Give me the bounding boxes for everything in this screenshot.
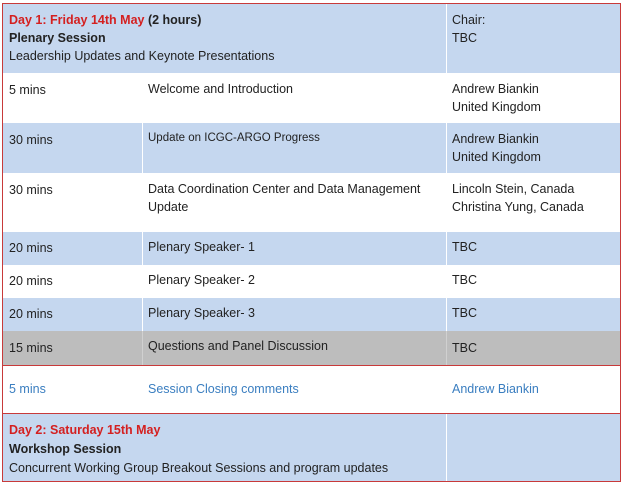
row-topic: Questions and Panel Discussion xyxy=(148,339,328,353)
chair-label: Chair: xyxy=(452,13,486,27)
row-speaker-country: United Kingdom xyxy=(452,150,541,164)
agenda-table xyxy=(2,3,621,482)
table-row xyxy=(3,265,620,298)
row-topic: Session Closing comments xyxy=(148,382,299,396)
table-row xyxy=(3,366,620,413)
row-speaker: TBC xyxy=(452,273,477,287)
row-topic: Update on ICGC-ARGO Progress xyxy=(148,132,320,144)
row-time: 20 mins xyxy=(9,307,53,321)
day1-duration: (2 hours) xyxy=(144,13,202,27)
row-speaker-second: Christina Yung, Canada xyxy=(452,200,584,214)
day1-title xyxy=(9,11,439,29)
row-topic-line1: Data Coordination Center and Data Management xyxy=(148,182,421,196)
row-topic: Plenary Speaker- 3 xyxy=(148,306,256,320)
row-time: 15 mins xyxy=(9,341,53,355)
table-row xyxy=(3,232,620,265)
table-row xyxy=(3,298,620,331)
row-speaker-country: United Kingdom xyxy=(452,100,541,114)
day2-header-row xyxy=(3,414,620,482)
day1-subtitle: Leadership Updates and Keynote Presentations xyxy=(9,49,275,63)
row-time: 20 mins xyxy=(9,274,53,288)
row-topic: Plenary Speaker- 2 xyxy=(148,273,256,287)
row-topic: Plenary Speaker- 1 xyxy=(148,240,256,254)
row-topic: Welcome and Introduction xyxy=(148,82,293,96)
day2-session: Workshop Session xyxy=(9,442,122,456)
row-speaker: Andrew Biankin xyxy=(452,132,539,146)
row-speaker: TBC xyxy=(452,306,477,320)
day1-header-row xyxy=(3,4,620,73)
table-row xyxy=(3,123,620,173)
row-speaker: Andrew Biankin xyxy=(452,382,539,396)
row-speaker: Lincoln Stein, Canada xyxy=(452,182,575,196)
row-speaker: Andrew Biankin xyxy=(452,82,539,96)
row-time: 5 mins xyxy=(9,382,46,396)
row-time: 30 mins xyxy=(9,133,53,147)
table-row xyxy=(3,331,620,365)
table-row xyxy=(3,73,620,123)
row-time: 20 mins xyxy=(9,241,53,255)
row-speaker: TBC xyxy=(452,341,477,355)
row-speaker: TBC xyxy=(452,240,477,254)
table-row xyxy=(3,173,620,232)
day1-date: Day 1: Friday 14th May xyxy=(9,13,145,27)
row-time: 30 mins xyxy=(9,183,53,197)
row-time: 5 mins xyxy=(9,83,46,97)
day2-date: Day 2: Saturday 15th May xyxy=(9,423,161,437)
row-topic-line2: Update xyxy=(148,200,189,214)
day2-subtitle: Concurrent Working Group Breakout Sessions and program updates xyxy=(9,461,389,475)
day1-session: Plenary Session xyxy=(9,31,106,45)
chair-value: TBC xyxy=(452,31,477,45)
